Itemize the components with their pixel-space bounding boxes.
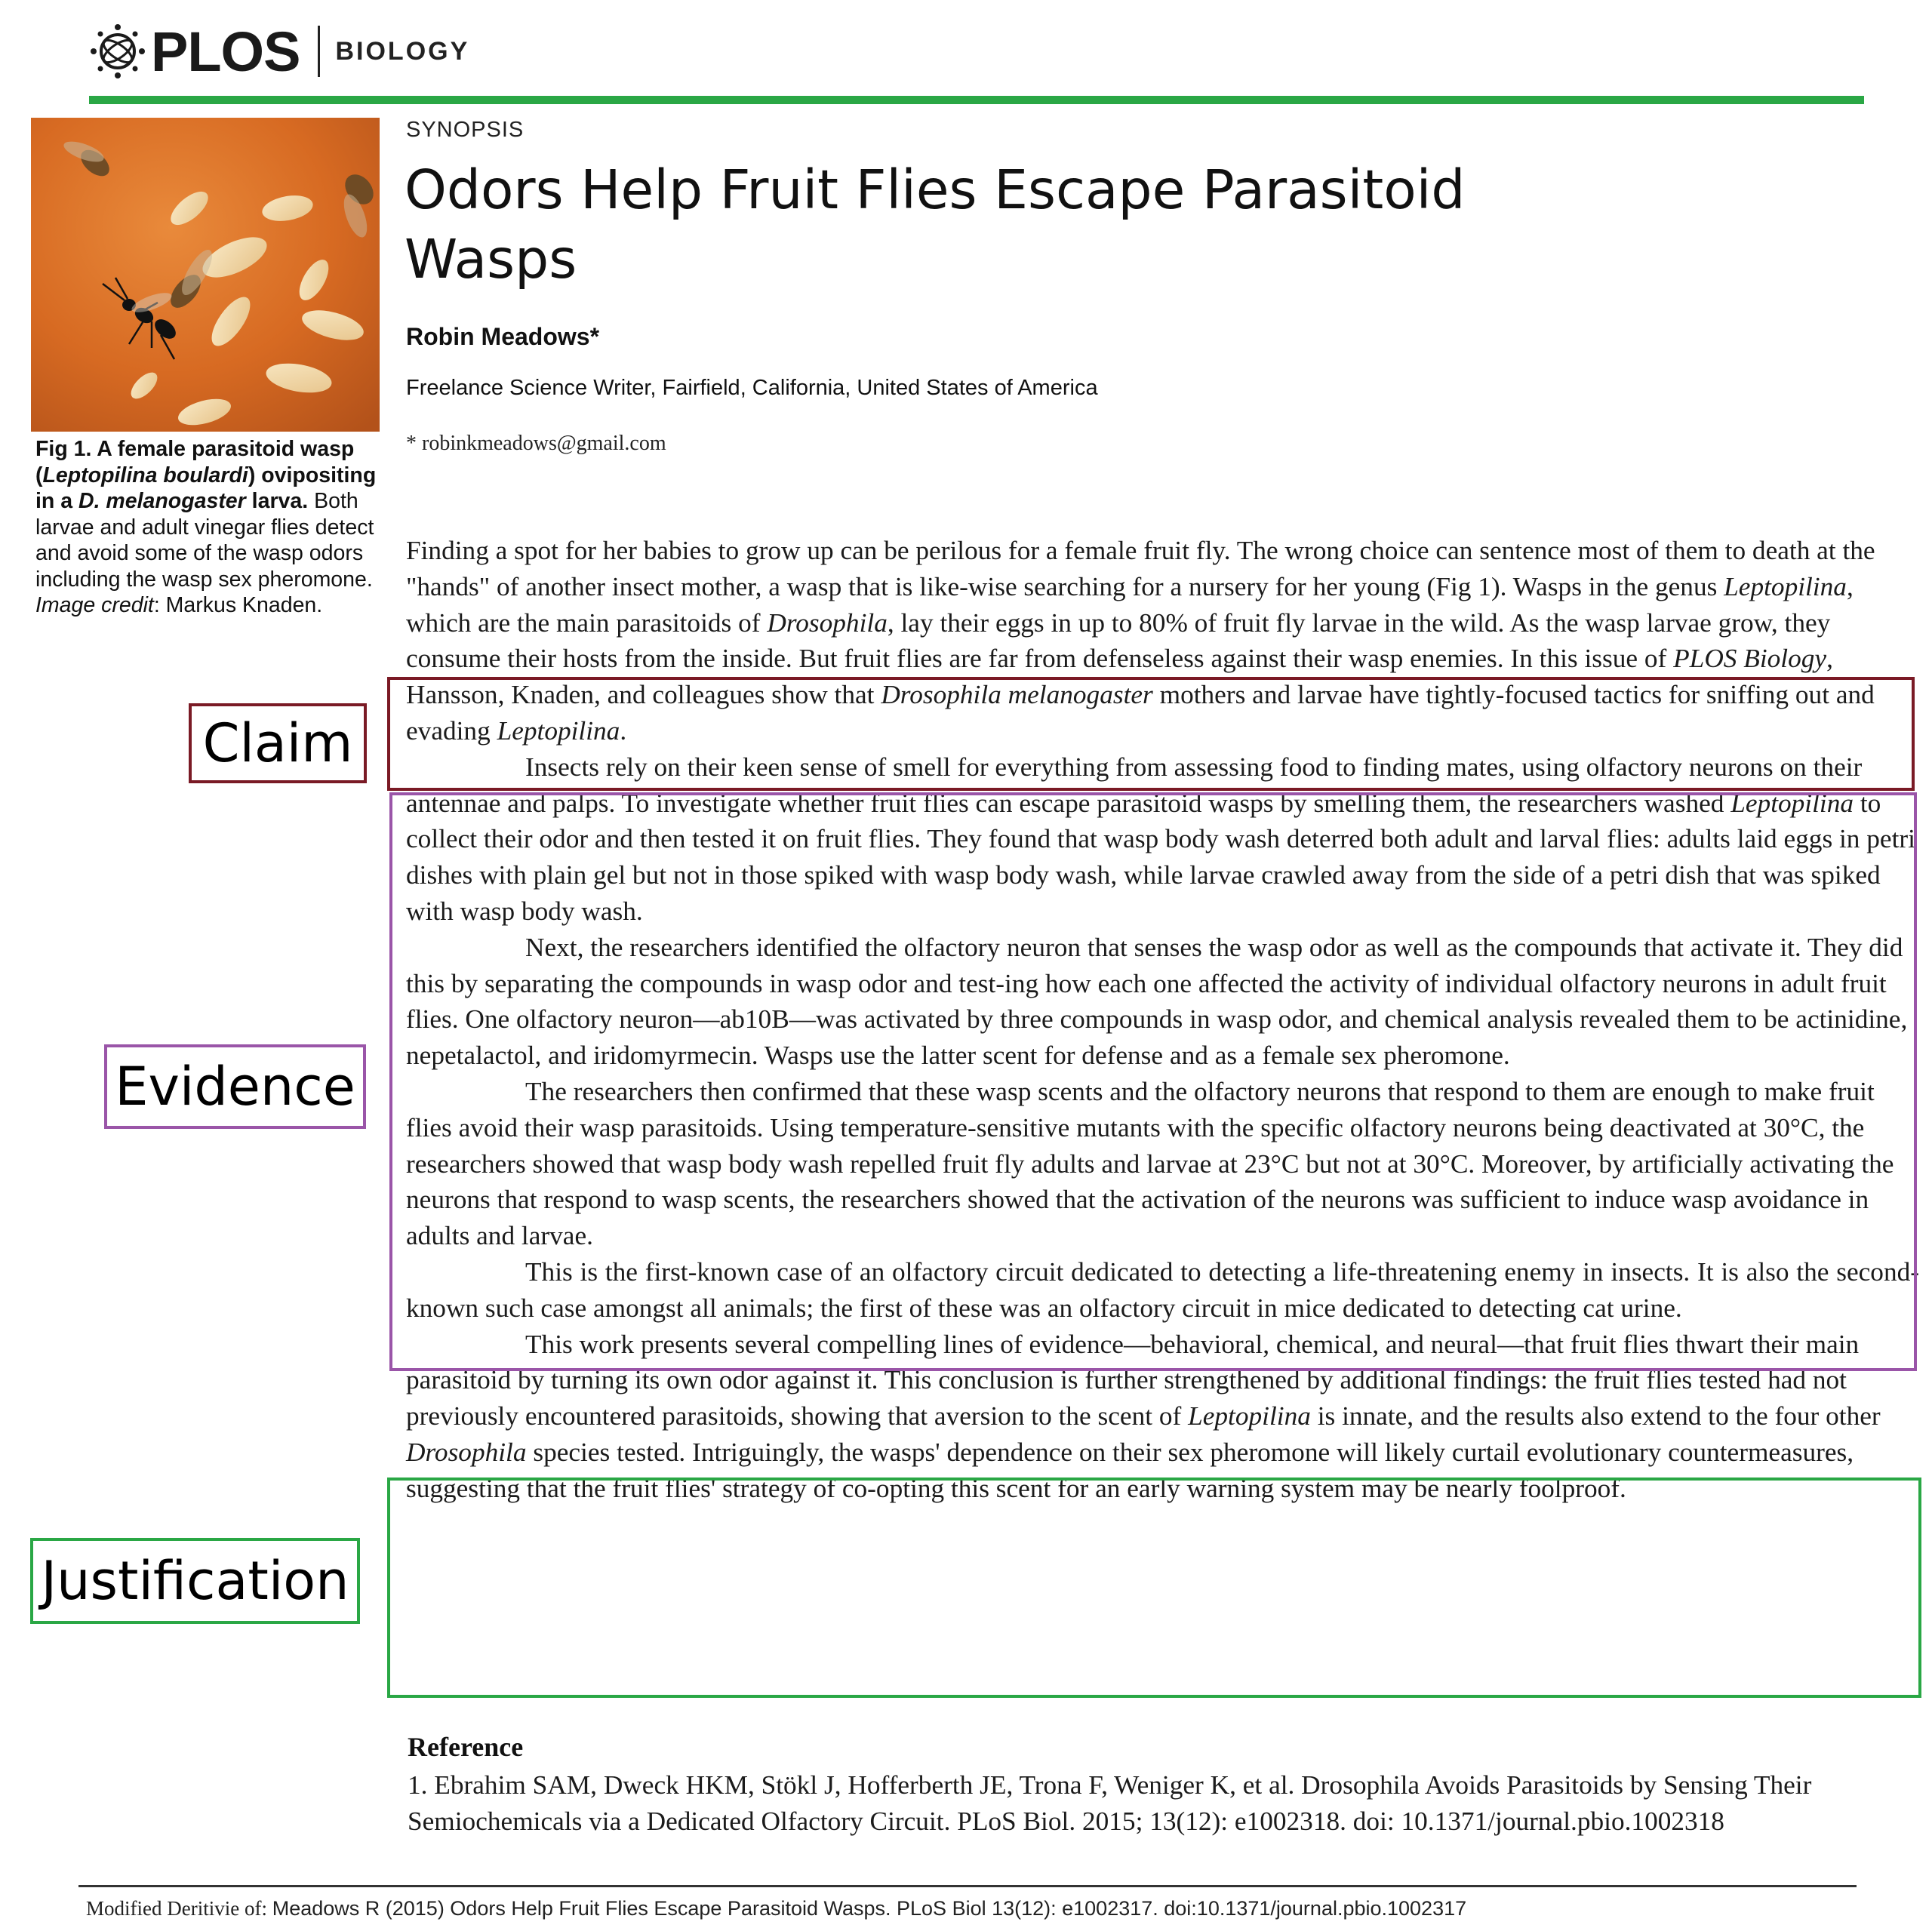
evidence-label: Evidence — [104, 1044, 366, 1129]
logo-divider — [318, 26, 320, 77]
plos-logo-icon — [89, 23, 146, 80]
footer-citation: Modified Deritivie of: Meadows R (2015) Odors Help Fruit Flies Escape Parasitoid Wasps. PLoS Biol 13(12): e1002317. doi:10.1371/journal.pbio.1002317 — [86, 1897, 1467, 1920]
author-email: * robinkmeadows@gmail.com — [406, 432, 666, 455]
paragraph-2: Insects rely on their keen sense of smell for everything from assessing food to finding mates, using olfactory neurons on their antennae and palps. To investigate whether fruit flies can escape parasitoid wasps by smelling them, the researchers washed Leptopilina to collect their odor and then tested it on fruit flies. They found that wasp body wash deterred both adult and larval flies: adults laid eggs in petri dishes with plain gel but not in those spiked with wasp body wash, while larvae crawled away from the side of a petri dish that was spiked with wasp body wash. — [406, 752, 1915, 926]
reference-entry: 1. Ebrahim SAM, Dweck HKM, Stökl J, Hofferberth JE, Trona F, Weniger K, et al. Drosophila Avoids Parasitoids by Sensing Their Semiochemicals via a Dedicated Olfactory Circuit. PLoS Biol. 2015; 13(12): e1002318. doi: 10.1371/journal.pbio.1002318 — [408, 1770, 1812, 1836]
paragraph-6: This work presents several compelling lines of evidence—behavioral, chemical, and neural—that fruit flies thwart their main parasitoid by turning its own odor against it. This conclusion is further strengthened by additional findings: the fruit flies tested had not previously encountered parasitoids, showing that aversion to the scent of Leptopilina is innate, and the results also extend to the four other Drosophila species tested. Intriguingly, the wasps' dependence on their sex pheromone will likely curtail evolutionary countermeasures, suggesting that the fruit flies' strategy of co-opting this scent for an early warning system may be nearly foolproof. — [406, 1329, 1881, 1503]
paragraph-3: Next, the researchers identified the olfactory neuron that senses the wasp odor as well as the compounds that activate it. They did this by separating the compounds in wasp odor and test-ing how each one affected the activity of individual olfactory neurons in adult fruit flies. One olfactory neuron—ab10B—was activated by three compounds in wasp odor, and chemical analysis revealed them to be actinidine, nepetalactol, and iridomyrmecin. Wasps use the latter scent for defense and as a female sex pheromone. — [406, 932, 1908, 1071]
page-title: Odors Help Fruit Flies Escape Parasitoid Wasps — [405, 158, 1466, 291]
claim-highlight-box — [387, 677, 1915, 791]
justification-label: Justification — [30, 1538, 360, 1624]
header-rule — [89, 96, 1864, 104]
evidence-highlight-box — [389, 792, 1917, 1371]
footer-rule — [78, 1885, 1857, 1887]
paragraph-1: Finding a spot for her babies to grow up can be perilous for a female fruit fly. The wrong choice can sentence most of them to death at the "hands" of another insect mother, a wasp that is like-wise searching for a nursery for her young (Fig 1). Wasps in the genus Leptopilina, which are the main parasitoids of Drosophila, lay their eggs in up to 80% of fruit fly larvae in the wild. As the wasp larvae grow, they consume their hosts from the inside. But fruit flies are far from defenseless against their wasp enemies. In this issue of PLOS Biology, Hansson, Knaden, and colleagues show that Drosophila melanogaster mothers and larvae have tightly-focused tactics for sniffing out and evading Leptopilina. — [406, 536, 1875, 746]
reference-heading: Reference — [408, 1732, 524, 1762]
journal-name: BIOLOGY — [335, 36, 470, 66]
logo-wordmark: PLOS — [151, 20, 300, 83]
journal-header — [89, 21, 469, 81]
justification-highlight-box — [387, 1478, 1921, 1698]
paragraph-5: This is the first-known case of an olfactory circuit dedicated to detecting a life-threatening enemy in insects. It is also the second-known such case amongst all animals; the first of these was an olfactory circuit in mice dedicated to detecting cat urine. — [406, 1256, 1919, 1323]
claim-label: Claim — [189, 703, 367, 783]
figure-caption: Fig 1. A female parasitoid wasp (Leptopilina boulardi) ovipositing in a D. melanogaster larva. Both larvae and adult vinegar flies detect and avoid some of the wasp odors including the wasp sex pheromone. Image credit: Markus Knaden. — [35, 437, 377, 617]
paragraph-4: The researchers then confirmed that these wasp scents and the olfactory neurons that respond to them are enough to make fruit flies avoid their wasp parasitoids. Using temperature-sensitive mutants with the specific olfactory neurons being deactivated at 30°C, the researchers showed that wasp body wash repelled fruit fly adults and larvae at 23°C but not at 30°C. Moreover, by artificially activating the neurons that respond to wasp scents, the researchers showed that the activation of the neurons was sufficient to induce wasp avoidance in adults and larvae. — [406, 1076, 1894, 1251]
author-affiliation: Freelance Science Writer, Fairfield, California, United States of America — [406, 376, 1098, 400]
article-type: SYNOPSIS — [406, 118, 525, 142]
figure-photo-image — [31, 118, 380, 432]
author-name: Robin Meadows* — [406, 323, 600, 350]
